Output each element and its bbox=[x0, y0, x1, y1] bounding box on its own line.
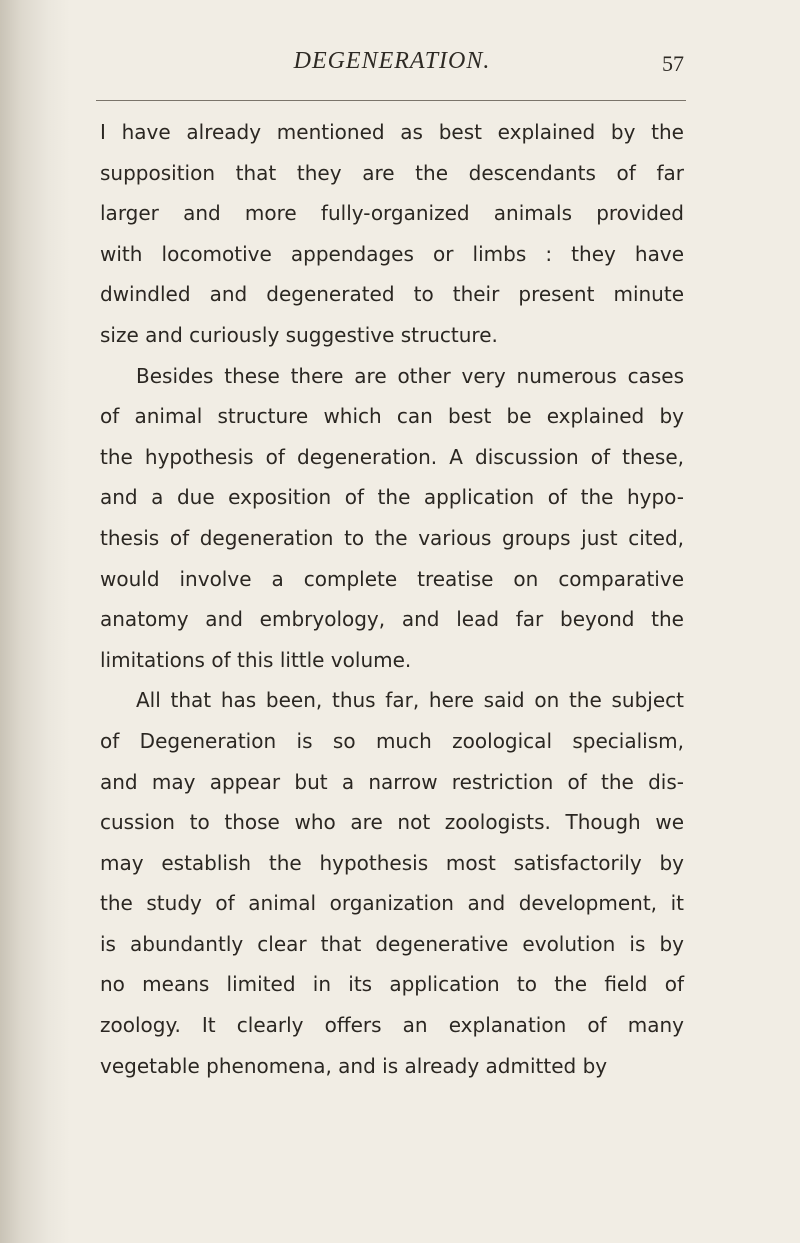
text-line: is abundantly clear that degenerative evolution is by bbox=[100, 931, 684, 956]
page-header bbox=[100, 48, 684, 92]
page-gutter-shadow bbox=[0, 0, 70, 1243]
text-line: of Degeneration is so much zoological specialism, bbox=[100, 728, 684, 753]
text-line: thesis of degeneration to the various groups just cited, bbox=[100, 525, 684, 550]
header-rule bbox=[96, 100, 686, 101]
text-line: and a due exposition of the application of the hypo- bbox=[100, 485, 684, 510]
text-line: cussion to those who are not zoologists. Though we bbox=[100, 810, 684, 835]
text-line: the hypothesis of degeneration. A discussion of these, bbox=[100, 444, 684, 469]
text-line: of animal structure which can best be explained by bbox=[100, 404, 684, 429]
text-line: and may appear but a narrow restriction of the dis- bbox=[100, 769, 684, 794]
text-line: supposition that they are the descendants of far bbox=[100, 160, 684, 185]
text-line: would involve a complete treatise on comparative bbox=[100, 566, 684, 591]
text-line: may establish the hypothesis most satisfactorily by bbox=[100, 850, 684, 875]
text-line: I have already mentioned as best explained by the bbox=[100, 120, 684, 144]
text-line: Besides these there are other very numerous cases bbox=[136, 363, 684, 388]
text-line: limitations of this little volume. bbox=[100, 647, 412, 672]
body-text bbox=[100, 112, 684, 1086]
text-line: vegetable phenomena, and is already admitted by bbox=[100, 1053, 608, 1078]
text-line: anatomy and embryology, and lead far beyond the bbox=[100, 607, 684, 632]
paragraph bbox=[100, 680, 684, 1086]
paragraph bbox=[100, 112, 684, 356]
page-number: 57 bbox=[662, 51, 684, 76]
text-line: size and curiously suggestive structure. bbox=[100, 322, 498, 347]
text-line: dwindled and degenerated to their present minute bbox=[100, 282, 684, 307]
text-line: with locomotive appendages or limbs : they have bbox=[100, 241, 684, 266]
text-line: zoology. It clearly offers an explanation of many bbox=[100, 1013, 684, 1038]
text-line: larger and more fully-organized animals provided bbox=[100, 201, 684, 226]
running-title: DEGENERATION. bbox=[293, 48, 491, 74]
text-line: no means limited in its application to the field of bbox=[100, 972, 684, 997]
text-line: All that has been, thus far, here said on the subject bbox=[136, 688, 684, 713]
text-line: the study of animal organization and development, it bbox=[100, 891, 684, 916]
paragraph bbox=[100, 356, 684, 681]
